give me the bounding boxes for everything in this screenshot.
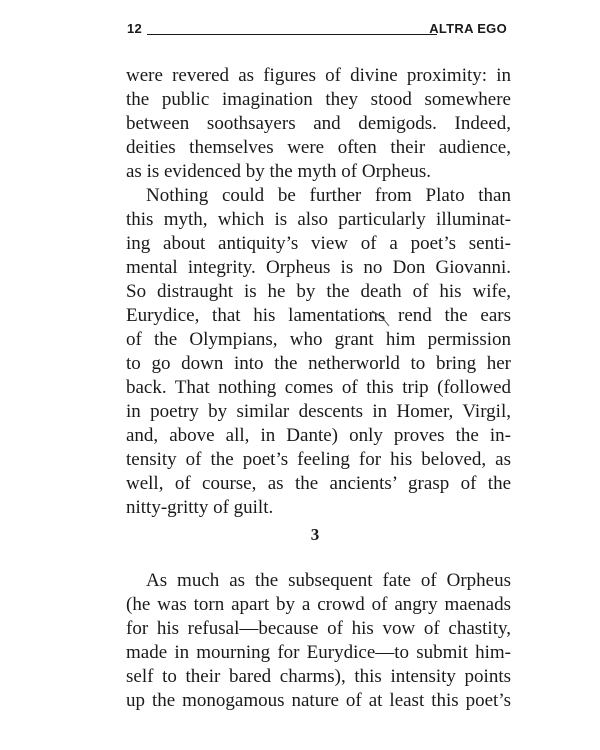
page-number: 12 [127, 21, 143, 36]
text-line: tensity of the poet’s feeling for his beloved, as [126, 449, 511, 470]
text-line: (he was torn apart by a crowd of angry maenads [126, 594, 511, 615]
text-line: this myth, which is also particularly illuminat- [126, 209, 511, 230]
text-line: for his refusal—because of his vow of chastity, [126, 618, 511, 639]
text-line: nitty-gritty of guilt. [126, 497, 274, 518]
text-line: up the monogamous nature of at least this poet’s [126, 690, 511, 711]
text-line: well, of course, as the ancients’ grasp of the [126, 473, 511, 494]
text-line: in poetry by similar descents in Homer, Virgil, [126, 401, 511, 422]
text-line: of the Olympians, who grant him permission [126, 329, 511, 350]
text-line: as is evidenced by the myth of Orpheus. [126, 161, 431, 182]
section-number: 3 [310, 525, 320, 544]
running-head [127, 21, 507, 41]
text-line: and, above all, in Dante) only proves the in- [126, 425, 511, 446]
text-line: ing about antiquity’s view of a poet’s senti- [126, 233, 511, 254]
text-line: Nothing could be further from Plato than [146, 185, 511, 206]
text-line: the public imagination they stood somewhere [126, 89, 511, 110]
text-line: made in mourning for Eurydice—to submit him- [126, 642, 511, 663]
text-line: between soothsayers and demigods. Indeed, [126, 113, 511, 134]
text-line: deities themselves were often their audience, [126, 137, 511, 158]
text-line: As much as the subsequent fate of Orpheus [146, 570, 511, 591]
text-line: mental integrity. Orpheus is no Don Giovanni. [126, 257, 511, 278]
text-line: self to their bared charms), this intensity points [126, 666, 511, 687]
text-line: So distraught is he by the death of his wife, [126, 281, 511, 302]
text-line: back. That nothing comes of this trip (followed [126, 377, 511, 398]
running-title: ALTRA EGO [429, 21, 507, 36]
text-line: Eurydice, that his lamentations rend the ears [126, 305, 511, 326]
text-line: were revered as figures of divine proximity: in [126, 65, 511, 86]
text-line: to go down into the netherworld to bring her [126, 353, 511, 374]
header-rule [147, 34, 437, 35]
